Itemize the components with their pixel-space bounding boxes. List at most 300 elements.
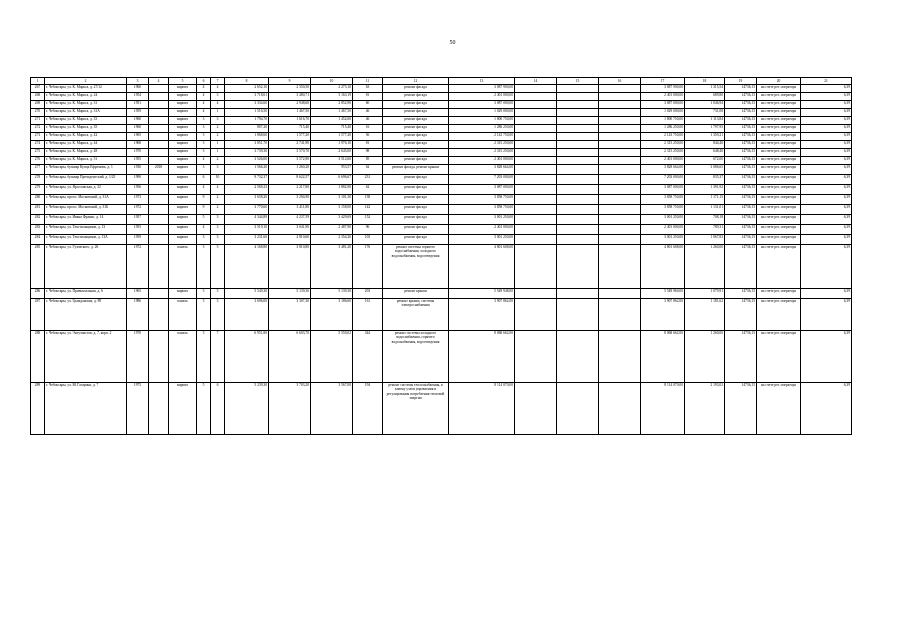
cell-unit-cost: 1 131,01 bbox=[685, 205, 725, 215]
cell-last-repair-year bbox=[149, 101, 169, 109]
cell-area-premises: 3 307,30 bbox=[269, 299, 311, 331]
cell-unit-cost: 1 359,21 bbox=[685, 133, 725, 141]
cell-wall-material: кирпич bbox=[169, 85, 197, 93]
cell-residents: 203 bbox=[353, 289, 383, 299]
cell-residents: 138 bbox=[353, 195, 383, 205]
cell-total-area: 5 549,30 bbox=[225, 289, 269, 299]
cell-wall-material: кирпич bbox=[169, 125, 197, 133]
cell-cost-federal bbox=[515, 157, 557, 165]
cell-cost-federal bbox=[515, 289, 557, 299]
cell-row-number: 270 bbox=[31, 109, 45, 117]
cell-area-residential: 2 275,10 bbox=[311, 85, 353, 93]
cell-floors: 5 bbox=[197, 299, 211, 331]
table-row bbox=[31, 165, 852, 175]
cell-address: г. Чебоксары, ул. Энтузиастов, д. 7, корп. 2 bbox=[45, 331, 127, 383]
cell-area-premises: 2 217,80 bbox=[269, 185, 311, 195]
column-number-row bbox=[31, 78, 852, 85]
cell-cost-total: 3 087 000,00 bbox=[449, 101, 515, 109]
cell-total-area: 3 526,00 bbox=[225, 157, 269, 165]
cell-row-number: 287 bbox=[31, 299, 45, 331]
cell-cost-regional bbox=[557, 141, 599, 149]
cell-fund-method: на счете рег. оператора bbox=[757, 175, 801, 185]
cell-last-repair-year bbox=[149, 235, 169, 245]
cell-unit-cost: 672,00 bbox=[685, 157, 725, 165]
cell-wall-material: кирпич bbox=[169, 383, 197, 435]
cell-wall-material: кирпич bbox=[169, 175, 197, 185]
cell-area-premises: 3 294,90 bbox=[269, 195, 311, 205]
table-row bbox=[31, 225, 852, 235]
cell-cost-federal bbox=[515, 117, 557, 125]
cell-wall-material: панель bbox=[169, 331, 197, 383]
cell-row-number: 272 bbox=[31, 125, 45, 133]
cell-floors: 9 bbox=[197, 205, 211, 215]
cell-max-unit-cost: 14736,15 bbox=[725, 205, 757, 215]
cell-cost-regional bbox=[557, 109, 599, 117]
cell-area-premises: 1 577,20 bbox=[269, 133, 311, 141]
cell-completion-date: 6,39 bbox=[801, 101, 852, 109]
cell-fund-method: на счете рег. оператора bbox=[757, 133, 801, 141]
cell-fund-method: на счете рег. оператора bbox=[757, 117, 801, 125]
cell-unit-cost: 1 315,54 bbox=[685, 85, 725, 93]
table-row bbox=[31, 141, 852, 149]
cell-work-type: ремонт фасада bbox=[383, 101, 449, 109]
cell-completion-date: 6,39 bbox=[801, 157, 852, 165]
cell-completion-date: 6,39 bbox=[801, 235, 852, 245]
column-number: 19 bbox=[725, 78, 757, 85]
cell-completion-date: 6,39 bbox=[801, 141, 852, 149]
cell-cost-owners: 7 203 000,00 bbox=[641, 175, 685, 185]
cell-fund-method: на счете рег. оператора bbox=[757, 109, 801, 117]
cell-cost-total: 3 087 000,00 bbox=[449, 185, 515, 195]
cell-area-residential: 1 452,60 bbox=[311, 117, 353, 125]
cell-unit-cost: 1 797,95 bbox=[685, 125, 725, 133]
cell-work-type: ремонт системы холодного водоснабжения, горячего водоснабжения, водоотведения bbox=[383, 331, 449, 383]
cell-cost-federal bbox=[515, 141, 557, 149]
cell-max-unit-cost: 14736,15 bbox=[725, 383, 757, 435]
column-number: 7 bbox=[211, 78, 225, 85]
cell-floors: 5 bbox=[197, 245, 211, 289]
cell-entrances: 3 bbox=[211, 215, 225, 225]
cell-row-number: 281 bbox=[31, 205, 45, 215]
cell-build-year: 1968 bbox=[127, 141, 149, 149]
cell-entrances: 4 bbox=[211, 101, 225, 109]
cell-work-type: ремонт фасада bbox=[383, 185, 449, 195]
cell-cost-local bbox=[599, 175, 641, 185]
cell-floors: 4 bbox=[197, 185, 211, 195]
cell-address: г. Чебоксары, ул. Текстильщиков, д. 13 bbox=[45, 225, 127, 235]
cell-cost-federal bbox=[515, 299, 557, 331]
cell-cost-federal bbox=[515, 185, 557, 195]
cell-cost-total: 8 068 662,00 bbox=[449, 331, 515, 383]
table-row bbox=[31, 125, 852, 133]
cell-total-area: 3 334,60 bbox=[225, 101, 269, 109]
cell-cost-local bbox=[599, 235, 641, 245]
cell-address: г. Чебоксары, ул. Гузовского, д. 26 bbox=[45, 245, 127, 289]
cell-floors: 4 bbox=[197, 109, 211, 117]
cell-total-area: 5 239,30 bbox=[225, 383, 269, 435]
cell-cost-local bbox=[599, 195, 641, 205]
table-row bbox=[31, 175, 852, 185]
cell-cost-owners: 2 315 250,00 bbox=[641, 149, 685, 157]
cell-floors: 5 bbox=[197, 149, 211, 157]
cell-area-residential: 6 696,67 bbox=[311, 175, 353, 185]
cell-address: г. Чебоксары, ул. К. Маркса, д. 31А bbox=[45, 109, 127, 117]
cell-cost-federal bbox=[515, 235, 557, 245]
cell-last-repair-year bbox=[149, 331, 169, 383]
cell-address: г. Чебоксары, ул. Гражданская, д. 89 bbox=[45, 299, 127, 331]
cell-entrances: 5 bbox=[211, 245, 225, 289]
cell-total-area: 2 569,23 bbox=[225, 185, 269, 195]
cell-unit-cost: 1 046,94 bbox=[685, 101, 725, 109]
cell-floors: 5 bbox=[197, 383, 211, 435]
cell-floors: 4 bbox=[197, 225, 211, 235]
cell-completion-date: 6,39 bbox=[801, 149, 852, 157]
cell-cost-owners: 2 401 000,00 bbox=[641, 225, 685, 235]
cell-row-number: 269 bbox=[31, 101, 45, 109]
cell-address: г. Чебоксары, ул. Ярославская, д. 32 bbox=[45, 185, 127, 195]
cell-wall-material: кирпич bbox=[169, 141, 197, 149]
cell-unit-cost: 1 113,84 bbox=[685, 117, 725, 125]
cell-cost-regional bbox=[557, 101, 599, 109]
cell-build-year: 1951 bbox=[127, 101, 149, 109]
cell-total-area: 6 951,80 bbox=[225, 331, 269, 383]
table-row bbox=[31, 109, 852, 117]
cell-area-residential: 5 139,30 bbox=[311, 289, 353, 299]
cell-work-type: ремонт фасада bbox=[383, 117, 449, 125]
cell-wall-material: панель bbox=[169, 245, 197, 289]
cell-max-unit-cost: 14736,15 bbox=[725, 331, 757, 383]
cell-build-year: 1986 bbox=[127, 299, 149, 331]
cell-completion-date: 6,39 bbox=[801, 165, 852, 175]
cell-entrances: 4 bbox=[211, 185, 225, 195]
cell-work-type: ремонт фасада bbox=[383, 149, 449, 157]
cell-row-number: 286 bbox=[31, 289, 45, 299]
column-number: 13 bbox=[449, 78, 515, 85]
cell-cost-owners: 3 087 000,00 bbox=[641, 185, 685, 195]
cell-completion-date: 6,39 bbox=[801, 117, 852, 125]
cell-max-unit-cost: 14736,15 bbox=[725, 175, 757, 185]
cell-residents: 46 bbox=[353, 109, 383, 117]
cell-cost-local bbox=[599, 93, 641, 101]
cell-max-unit-cost: 14736,15 bbox=[725, 195, 757, 205]
cell-build-year: 1972 bbox=[127, 205, 149, 215]
cell-entrances: 3 bbox=[211, 225, 225, 235]
cell-area-premises: 3 041,90 bbox=[269, 225, 311, 235]
cell-build-year: 1957 bbox=[127, 215, 149, 225]
cell-cost-federal bbox=[515, 225, 557, 235]
cell-cost-owners: 3 087 000,00 bbox=[641, 101, 685, 109]
cell-address: г. Чебоксары, ул. Ивана Франко, д. 14 bbox=[45, 215, 127, 225]
cell-area-residential: 3 158,00 bbox=[311, 205, 353, 215]
cell-build-year: 1965 bbox=[127, 289, 149, 299]
cell-cost-regional bbox=[557, 205, 599, 215]
column-number: 10 bbox=[311, 78, 353, 85]
cell-total-area: 1 566,20 bbox=[225, 165, 269, 175]
cell-total-area: 1 868,60 bbox=[225, 133, 269, 141]
cell-build-year: 1965 bbox=[127, 133, 149, 141]
column-number: 17 bbox=[641, 78, 685, 85]
cell-residents: 81 bbox=[353, 141, 383, 149]
cell-cost-regional bbox=[557, 289, 599, 299]
cell-cost-federal bbox=[515, 133, 557, 141]
cell-fund-method: на счете рег. оператора bbox=[757, 85, 801, 93]
cell-cost-federal bbox=[515, 331, 557, 383]
cell-build-year: 1973 bbox=[127, 195, 149, 205]
cell-completion-date: 6,39 bbox=[801, 93, 852, 101]
cell-fund-method: на счете рег. оператора bbox=[757, 245, 801, 289]
cell-cost-local bbox=[599, 245, 641, 289]
cell-wall-material: кирпич bbox=[169, 101, 197, 109]
cell-entrances: 5 bbox=[211, 289, 225, 299]
cell-cost-regional bbox=[557, 85, 599, 93]
cell-residents: 161 bbox=[353, 299, 383, 331]
cell-last-repair-year bbox=[149, 93, 169, 101]
table-row bbox=[31, 185, 852, 195]
column-number: 14 bbox=[515, 78, 557, 85]
cell-address: г. Чебоксары, ул. К. Маркса, д. 48 bbox=[45, 149, 127, 157]
cell-cost-total: 3 087 900,00 bbox=[449, 85, 515, 93]
cell-completion-date: 6,39 bbox=[801, 299, 852, 331]
cell-build-year: 1990 bbox=[127, 175, 149, 185]
cell-work-type: ремонт фасада bbox=[383, 109, 449, 117]
cell-cost-local bbox=[599, 185, 641, 195]
cell-cost-total: 2 143 750,00 bbox=[449, 133, 515, 141]
cell-residents: 63 bbox=[353, 85, 383, 93]
cell-unit-cost: 1 260,00 bbox=[685, 331, 725, 383]
cell-entrances: 1 bbox=[211, 149, 225, 157]
cell-area-residential: 3 163,19 bbox=[311, 93, 353, 101]
cell-area-premises: 3 480,71 bbox=[269, 93, 311, 101]
cell-build-year: 1975 bbox=[127, 383, 149, 435]
cell-total-area: 3 851,70 bbox=[225, 141, 269, 149]
cell-max-unit-cost: 14736,15 bbox=[725, 289, 757, 299]
cell-residents: 81 bbox=[353, 93, 383, 101]
cell-total-area: 1 516,50 bbox=[225, 109, 269, 117]
cell-unit-cost: 1 067,83 bbox=[685, 235, 725, 245]
cell-floors: 3 bbox=[197, 125, 211, 133]
cell-unit-cost: 1 171,15 bbox=[685, 195, 725, 205]
cell-entrances: 3 bbox=[211, 117, 225, 125]
cell-area-premises: 1 616,70 bbox=[269, 117, 311, 125]
cell-completion-date: 6,39 bbox=[801, 195, 852, 205]
cell-total-area: 3 658,20 bbox=[225, 195, 269, 205]
cell-address: г. Чебоксары, просп. Московский, д. 31Б bbox=[45, 205, 127, 215]
cell-cost-total: 4 801 608,00 bbox=[449, 245, 515, 289]
cell-residents: 142 bbox=[353, 205, 383, 215]
cell-wall-material: кирпич bbox=[169, 109, 197, 117]
cell-work-type: ремонт фасада bbox=[383, 133, 449, 141]
cell-residents: 103 bbox=[353, 235, 383, 245]
cell-cost-owners: 3 001 250,00 bbox=[641, 235, 685, 245]
cell-cost-owners: 3 001 250,00 bbox=[641, 215, 685, 225]
cell-work-type: ремонт фасада bbox=[383, 93, 449, 101]
cell-unit-cost: 1 260,00 bbox=[685, 245, 725, 289]
cell-cost-total: 2 315 250,00 bbox=[449, 141, 515, 149]
cell-area-residential: 5 550,02 bbox=[311, 331, 353, 383]
cell-cost-federal bbox=[515, 125, 557, 133]
cell-cost-federal bbox=[515, 101, 557, 109]
cell-address: г. Чебоксары, ул. К. Маркса, д. 31 bbox=[45, 101, 127, 109]
cell-work-type: ремонт крыши bbox=[383, 289, 449, 299]
table-body bbox=[31, 78, 852, 435]
cell-work-type: ремонт системы теплоснабжения, в замену узлов управления и регулирования потребления тепловой энергии bbox=[383, 383, 449, 435]
cell-cost-total: 3 828 664,00 bbox=[449, 165, 515, 175]
cell-work-type: ремонт фасада bbox=[383, 85, 449, 93]
cell-row-number: 278 bbox=[31, 175, 45, 185]
cell-total-area: 3 519,10 bbox=[225, 225, 269, 235]
cell-area-residential: 1 976,10 bbox=[311, 141, 353, 149]
cell-cost-local bbox=[599, 125, 641, 133]
cell-row-number: 285 bbox=[31, 245, 45, 289]
cell-cost-regional bbox=[557, 185, 599, 195]
cell-total-area: 9 732,37 bbox=[225, 175, 269, 185]
cell-last-repair-year bbox=[149, 125, 169, 133]
cell-area-residential: 1 882,90 bbox=[311, 185, 353, 195]
cell-cost-regional bbox=[557, 215, 599, 225]
page-number: 50 bbox=[449, 40, 456, 46]
cell-area-premises: 1 260,20 bbox=[269, 165, 311, 175]
cell-cost-regional bbox=[557, 383, 599, 435]
cell-cost-local bbox=[599, 85, 641, 93]
cell-area-residential: 1 467,50 bbox=[311, 109, 353, 117]
cell-entrances: 7 bbox=[211, 331, 225, 383]
cell-completion-date: 6,39 bbox=[801, 185, 852, 195]
cell-area-premises: 5 139,30 bbox=[269, 289, 311, 299]
cell-build-year: 1960 bbox=[127, 85, 149, 93]
cell-row-number: 289 bbox=[31, 383, 45, 435]
cell-work-type: ремонт фасада bbox=[383, 225, 449, 235]
cell-max-unit-cost: 14736,15 bbox=[725, 85, 757, 93]
cell-fund-method: на счете рег. оператора bbox=[757, 215, 801, 225]
cell-cost-regional bbox=[557, 245, 599, 289]
cell-last-repair-year bbox=[149, 383, 169, 435]
cell-area-premises: 2 350,50 bbox=[269, 85, 311, 93]
cell-fund-method: на счете рег. оператора bbox=[757, 205, 801, 215]
cell-fund-method: на счете рег. оператора bbox=[757, 157, 801, 165]
cell-cost-regional bbox=[557, 299, 599, 331]
cell-last-repair-year bbox=[149, 157, 169, 165]
cell-fund-method: на счете рег. оператора bbox=[757, 289, 801, 299]
column-number: 15 bbox=[557, 78, 599, 85]
table-row bbox=[31, 101, 852, 109]
cell-last-repair-year bbox=[149, 141, 169, 149]
cell-max-unit-cost: 14736,15 bbox=[725, 215, 757, 225]
cell-fund-method: на счете рег. оператора bbox=[757, 93, 801, 101]
cell-area-residential: 2 645,00 bbox=[311, 149, 353, 157]
cell-fund-method: на счете рег. оператора bbox=[757, 235, 801, 245]
cell-row-number: 267 bbox=[31, 85, 45, 93]
cell-cost-owners: 4 801 608,00 bbox=[641, 245, 685, 289]
cell-unit-cost: 731,08 bbox=[685, 109, 725, 117]
cell-work-type: ремонт фасада bbox=[383, 195, 449, 205]
cell-row-number: 276 bbox=[31, 157, 45, 165]
cell-area-residential: 953,57 bbox=[311, 165, 353, 175]
cell-fund-method: на счете рег. оператора bbox=[757, 195, 801, 205]
cell-residents: 62 bbox=[353, 185, 383, 195]
cell-build-year: 1955 bbox=[127, 225, 149, 235]
cell-address: г. Чебоксары, ул. Текстильщиков, д. 13А bbox=[45, 235, 127, 245]
cell-address: г. Чебоксары, просп. Московский, д. 31А bbox=[45, 195, 127, 205]
cell-work-type: ремонт системы горячего водоснабжения, холодного водоснабжения, водоотведения bbox=[383, 245, 449, 289]
cell-area-premises: 2 741,90 bbox=[269, 141, 311, 149]
cell-floors: 3 bbox=[197, 165, 211, 175]
cell-fund-method: на счете рег. оператора bbox=[757, 225, 801, 235]
cell-row-number: 268 bbox=[31, 93, 45, 101]
cell-area-residential: 3 567,00 bbox=[311, 383, 353, 435]
cell-cost-federal bbox=[515, 245, 557, 289]
cell-cost-local bbox=[599, 157, 641, 165]
cell-cost-regional bbox=[557, 149, 599, 157]
cell-cost-federal bbox=[515, 93, 557, 101]
cell-unit-cost: 1 079,91 bbox=[685, 289, 725, 299]
cell-area-residential: 1 577,20 bbox=[311, 133, 353, 141]
cell-total-area: 4 344,89 bbox=[225, 215, 269, 225]
cell-floors: 5 bbox=[197, 331, 211, 383]
cell-area-residential: 3 429,69 bbox=[311, 215, 353, 225]
cell-entrances: 4 bbox=[211, 85, 225, 93]
cell-area-premises: 3 572,90 bbox=[269, 157, 311, 165]
cell-unit-cost: 789,31 bbox=[685, 225, 725, 235]
cell-residents: 98 bbox=[353, 149, 383, 157]
cell-cost-local bbox=[599, 205, 641, 215]
cell-residents: 85 bbox=[353, 157, 383, 165]
cell-entrances: 2 bbox=[211, 125, 225, 133]
cell-floors: 5 bbox=[197, 289, 211, 299]
table-row bbox=[31, 133, 852, 141]
cell-row-number: 282 bbox=[31, 215, 45, 225]
cell-completion-date: 6,39 bbox=[801, 331, 852, 383]
cell-wall-material: кирпич bbox=[169, 165, 197, 175]
cell-cost-owners: 1 286 250,00 bbox=[641, 125, 685, 133]
cell-unit-cost: 1 181,62 bbox=[685, 299, 725, 331]
cell-last-repair-year bbox=[149, 299, 169, 331]
cell-last-repair-year bbox=[149, 205, 169, 215]
cell-cost-regional bbox=[557, 117, 599, 125]
cell-area-premises: 3 570,70 bbox=[269, 149, 311, 157]
cell-build-year: 1970 bbox=[127, 331, 149, 383]
cell-work-type: ремонт крыши, системы электроснабжения bbox=[383, 299, 449, 331]
cell-max-unit-cost: 14736,15 bbox=[725, 93, 757, 101]
cell-completion-date: 6,39 bbox=[801, 225, 852, 235]
cell-completion-date: 6,39 bbox=[801, 289, 852, 299]
cell-area-residential: 3 512,60 bbox=[311, 157, 353, 165]
cell-cost-total: 3 858 750,00 bbox=[449, 195, 515, 205]
cell-cost-regional bbox=[557, 235, 599, 245]
cell-wall-material: кирпич bbox=[169, 93, 197, 101]
cell-cost-total: 2 401 000,00 bbox=[449, 157, 515, 165]
cell-cost-total: 5 549 948,00 bbox=[449, 289, 515, 299]
cell-max-unit-cost: 14736,15 bbox=[725, 157, 757, 165]
cell-floors: 4 bbox=[197, 93, 211, 101]
cell-cost-owners: 1 029 000,00 bbox=[641, 109, 685, 117]
cell-work-type: ремонт фасада bbox=[383, 215, 449, 225]
table-row bbox=[31, 235, 852, 245]
cell-row-number: 280 bbox=[31, 195, 45, 205]
cell-total-area: 4 168,80 bbox=[225, 245, 269, 289]
cell-row-number: 274 bbox=[31, 141, 45, 149]
cell-wall-material: кирпич bbox=[169, 215, 197, 225]
cell-max-unit-cost: 14736,15 bbox=[725, 125, 757, 133]
cell-last-repair-year bbox=[149, 109, 169, 117]
cell-row-number: 275 bbox=[31, 149, 45, 157]
cell-row-number: 279 bbox=[31, 185, 45, 195]
cell-wall-material: кирпич bbox=[169, 149, 197, 157]
cell-address: г. Чебоксары, ул. К. Маркса, д. 42 bbox=[45, 133, 127, 141]
cell-cost-federal bbox=[515, 215, 557, 225]
table-row bbox=[31, 383, 852, 435]
cell-cost-local bbox=[599, 215, 641, 225]
cell-build-year: 1955 bbox=[127, 157, 149, 165]
